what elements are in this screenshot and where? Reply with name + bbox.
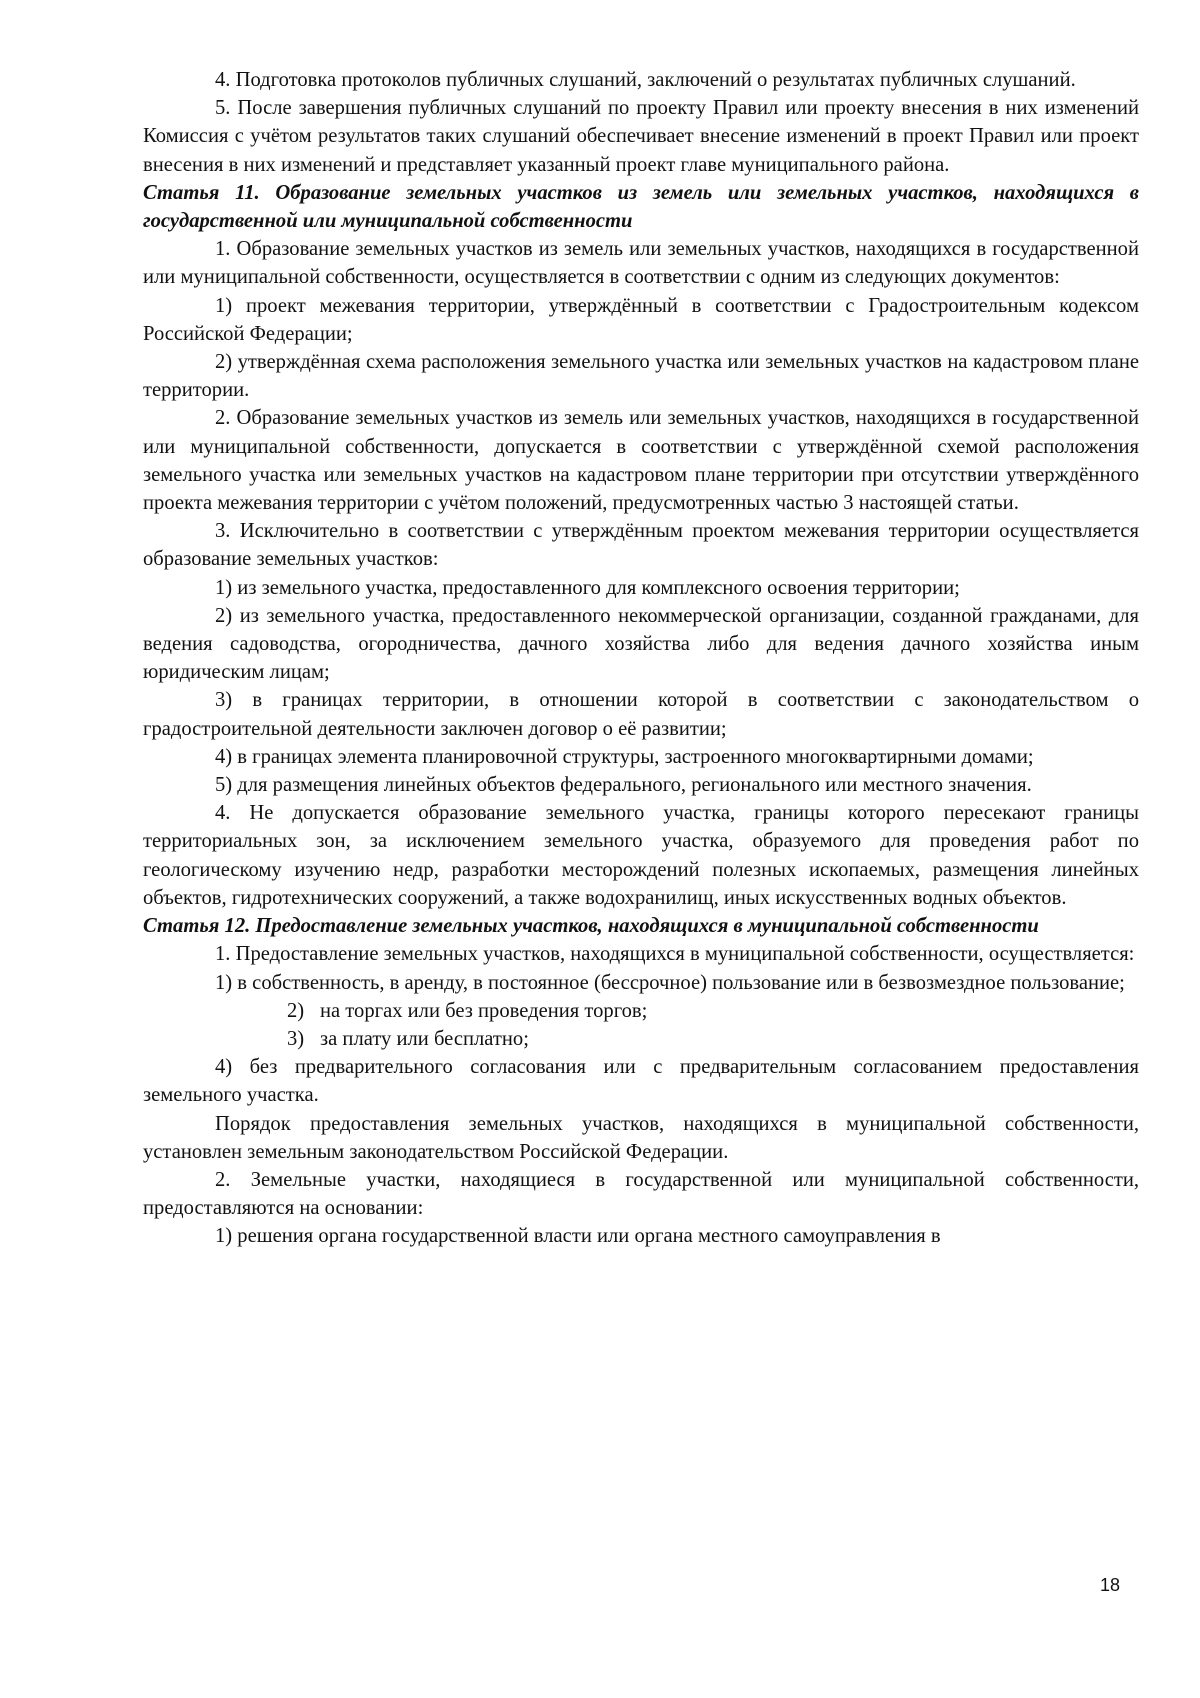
list-item: 1) проект межевания территории, утверждённый в соответствии с Градостроительным кодексом Российской Федерации; <box>143 294 1139 345</box>
list-item: 4) без предварительного согласования или с предварительным согласованием предоставления земельного участка. <box>143 1056 1139 1107</box>
list-item: 1) из земельного участка, предоставленного для комплексного освоения территории; <box>215 576 960 599</box>
list-item-text: за плату или бесплатно; <box>320 1027 529 1050</box>
list-item-number: 3) <box>287 1027 305 1050</box>
article-heading: Статья 11. Образование земельных участков из земель или земельных участков, находящихся в государственной или муниципальной собственности <box>143 181 1139 233</box>
paragraph: 4. Подготовка протоколов публичных слушаний, заключений о результатах публичных слушаний. <box>215 69 1076 91</box>
list-item-text: на торгах или без проведения торгов; <box>320 999 648 1022</box>
list-item: 1) в собственность, в аренду, в постоянное (бессрочное) пользование или в безвозмездное пользование; <box>215 971 1125 994</box>
paragraph: 1. Образование земельных участков из земель или земельных участков, находящихся в государственной или муниципальной собственности, осуществляется в соответствии с одним из следующих документов: <box>143 238 1139 289</box>
page-number: 18 <box>1100 1575 1121 1595</box>
paragraph: 3. Исключительно в соответствии с утверждённым проектом межевания территории осуществляется образование земельных участков: <box>143 520 1139 571</box>
list-item <box>143 1025 1139 1053</box>
paragraph: Порядок предоставления земельных участков, находящихся в муниципальной собственности, установлен земельным законодательством Российской Федерации. <box>143 1112 1139 1163</box>
document-page <box>143 66 1139 1251</box>
list-item: 4) в границах элемента планировочной структуры, застроенного многоквартирными домами; <box>215 745 1034 768</box>
paragraph: 1. Предоставление земельных участков, находящихся в муниципальной собственности, осуществляется: <box>215 943 1135 966</box>
paragraph: 4. Не допускается образование земельного участка, границы которого пересекают границы территориальных зон, за исключением земельного участка, образуемого для проведения работ по геологическому изучению недр, разработки месторождений полезных ископаемых, размещения линейных объектов, гидротехнических сооружений, а также водохранилищ, иных искусственных водных объектов. <box>143 802 1139 909</box>
paragraph: 5. После завершения публичных слушаний по проекту Правил или проекту внесения в них изменений Комиссия с учётом результатов таких слушаний обеспечивает внесение изменений в проект Правил или проект внесения в них изменений и представляет указанный проект главе муниципального района. <box>143 97 1139 176</box>
list-item <box>143 997 1139 1025</box>
list-item: 3) в границах территории, в отношении которой в соответствии с законодательством о градостроительной деятельности заключен договор о её развитии; <box>143 689 1139 740</box>
list-item: 2) утверждённая схема расположения земельного участка или земельных участков на кадастровом плане территории. <box>143 351 1139 402</box>
list-item: 1) решения органа государственной власти или органа местного самоуправления в <box>215 1225 941 1248</box>
list-item-number: 2) <box>287 999 305 1022</box>
paragraph: 2. Земельные участки, находящиеся в государственной или муниципальной собственности, предоставляются на основании: <box>143 1168 1139 1220</box>
list-item: 2) из земельного участка, предоставленного некоммерческой организации, созданной гражданами, для ведения садоводства, огородничества, дачного хозяйства либо для ведения дачного хозяйства иным юридическим лицам; <box>143 604 1139 684</box>
paragraph: 2. Образование земельных участков из земель или земельных участков, находящихся в государственной или муниципальной собственности, допускается в соответствии с утверждённой схемой расположения земельного участка или земельных участков на кадастровом плане территории при отсутствии утверждённого проекта межевания территории с учётом положений, предусмотренных частью 3 настоящей статьи. <box>143 407 1139 515</box>
article-heading: Статья 12. Предоставление земельных участков, находящихся в муниципальной собственности <box>143 915 1039 938</box>
list-item: 5) для размещения линейных объектов федерального, регионального или местного значения. <box>215 774 1032 797</box>
